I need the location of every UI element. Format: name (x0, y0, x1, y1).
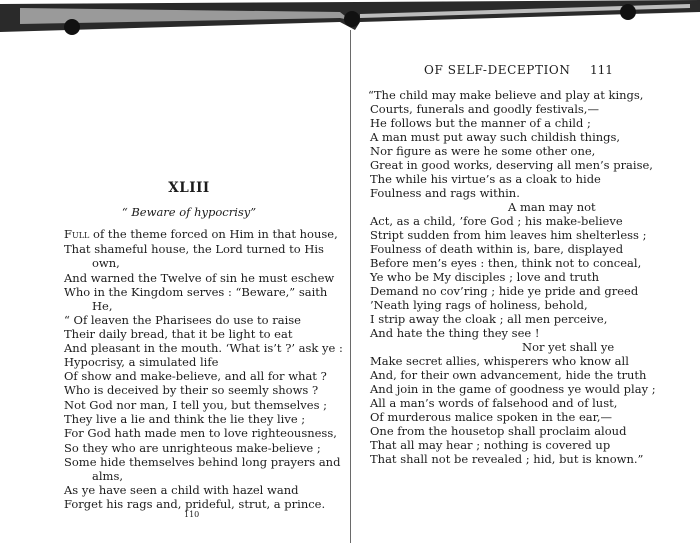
verse-line: So they who are unrighteous make-believe ; (64, 441, 321, 455)
verse-line: Great in good works, deserving all men’s praise, (370, 158, 653, 172)
verse-line: One from the housetop shall proclaim aloud (370, 424, 627, 438)
verse-line: Stript sudden from him leaves him shelterless ; (370, 228, 647, 242)
verse-line: Who is deceived by their so seemly shows ? (64, 383, 319, 397)
verse-line: And pleasant in the mouth. ‘What is’t ?’ ask ye : (64, 341, 343, 355)
verse-line: And warned the Twelve of sin he must eschew (64, 271, 335, 285)
page-number: 110 (184, 510, 200, 519)
verse-line: That all may hear ; nothing is covered up (370, 438, 611, 452)
verse-line: Not God nor man, I tell you, but themselves ; (64, 398, 328, 412)
verse-line: Foulness and rags within. (370, 186, 520, 200)
verse-line: That shall not be revealed ; hid, but is known.” (370, 452, 644, 466)
verse-line: Foulness of death within is, bare, displayed (370, 242, 624, 256)
verse-line: I strip away the cloak ; all men perceive, (370, 312, 608, 326)
running-head: OF SELF-DECEPTION (424, 63, 571, 77)
verse-line: And, for their own advancement, hide the truth (370, 368, 647, 382)
verse-line: He, (92, 299, 113, 313)
verse-line-text: of the theme forced on Him in that house, (89, 227, 338, 241)
verse-line: “The child may make believe and play at kings, (368, 88, 644, 102)
verse-line: As ye have seen a child with hazel wand (64, 483, 299, 497)
verse-line: Nor figure as were he some other one, (370, 144, 596, 158)
verse-line: Nor yet shall ye (522, 340, 615, 354)
verse-line: “ Of leaven the Pharisees do use to raise (64, 313, 301, 327)
verse-line: ’Neath lying rags of holiness, behold, (370, 298, 588, 312)
verse-line: Their daily bread, that it be light to eat (64, 327, 293, 341)
verse-line: Ye who be My disciples ; love and truth (370, 270, 600, 284)
verse-line: Hypocrisy, a simulated life (64, 355, 219, 369)
verse-line: own, (92, 256, 120, 270)
verse-line: Some hide themselves behind long prayers and (64, 455, 341, 469)
verse-line: Before men’s eyes : then, think not to conceal, (370, 256, 642, 270)
verse-line: He follows but the manner of a child ; (370, 116, 591, 130)
chapter-number: XLIII (168, 180, 210, 196)
chapter-subtitle: “ Beware of hypocrisy” (121, 205, 257, 219)
verse-line: And hate the thing they see ! (370, 326, 540, 340)
verse-line: Of murderous malice spoken in the ear,— (370, 410, 613, 424)
verse-line (64, 227, 338, 241)
verse-line: Courts, funerals and goodly festivals,— (370, 102, 599, 116)
verse-line: Of show and make-believe, and all for what ? (64, 369, 327, 383)
drop-word: Full (64, 227, 90, 241)
verse-line: A man must put away such childish things, (370, 130, 621, 144)
verse-line: All a man’s words of falsehood and of lust, (370, 396, 618, 410)
verse-line: They live a lie and think the lie they live ; (64, 412, 306, 426)
verse-line: That shameful house, the Lord turned to His (64, 242, 324, 256)
verse-line: A man may not (508, 200, 596, 214)
verse-line: Act, as a child, ’fore God ; his make-believe (370, 214, 623, 228)
verse-line: The while his virtue’s as a cloak to hide (370, 172, 601, 186)
verse-line: alms, (92, 469, 123, 483)
page-number: 111 (590, 63, 613, 77)
verse-line: Demand no cov’ring ; hide ye pride and greed (370, 284, 639, 298)
verse-line: Who in the Kingdom serves : “Beware,” saith (64, 285, 328, 299)
verse-line: Make secret allies, whisperers who know all (370, 354, 629, 368)
verse-line: And join in the game of goodness ye would play ; (370, 382, 656, 396)
verse-line: For God hath made men to love righteousness, (64, 426, 337, 440)
verse-line: Forget his rags and, prideful, strut, a prince. (64, 497, 326, 511)
